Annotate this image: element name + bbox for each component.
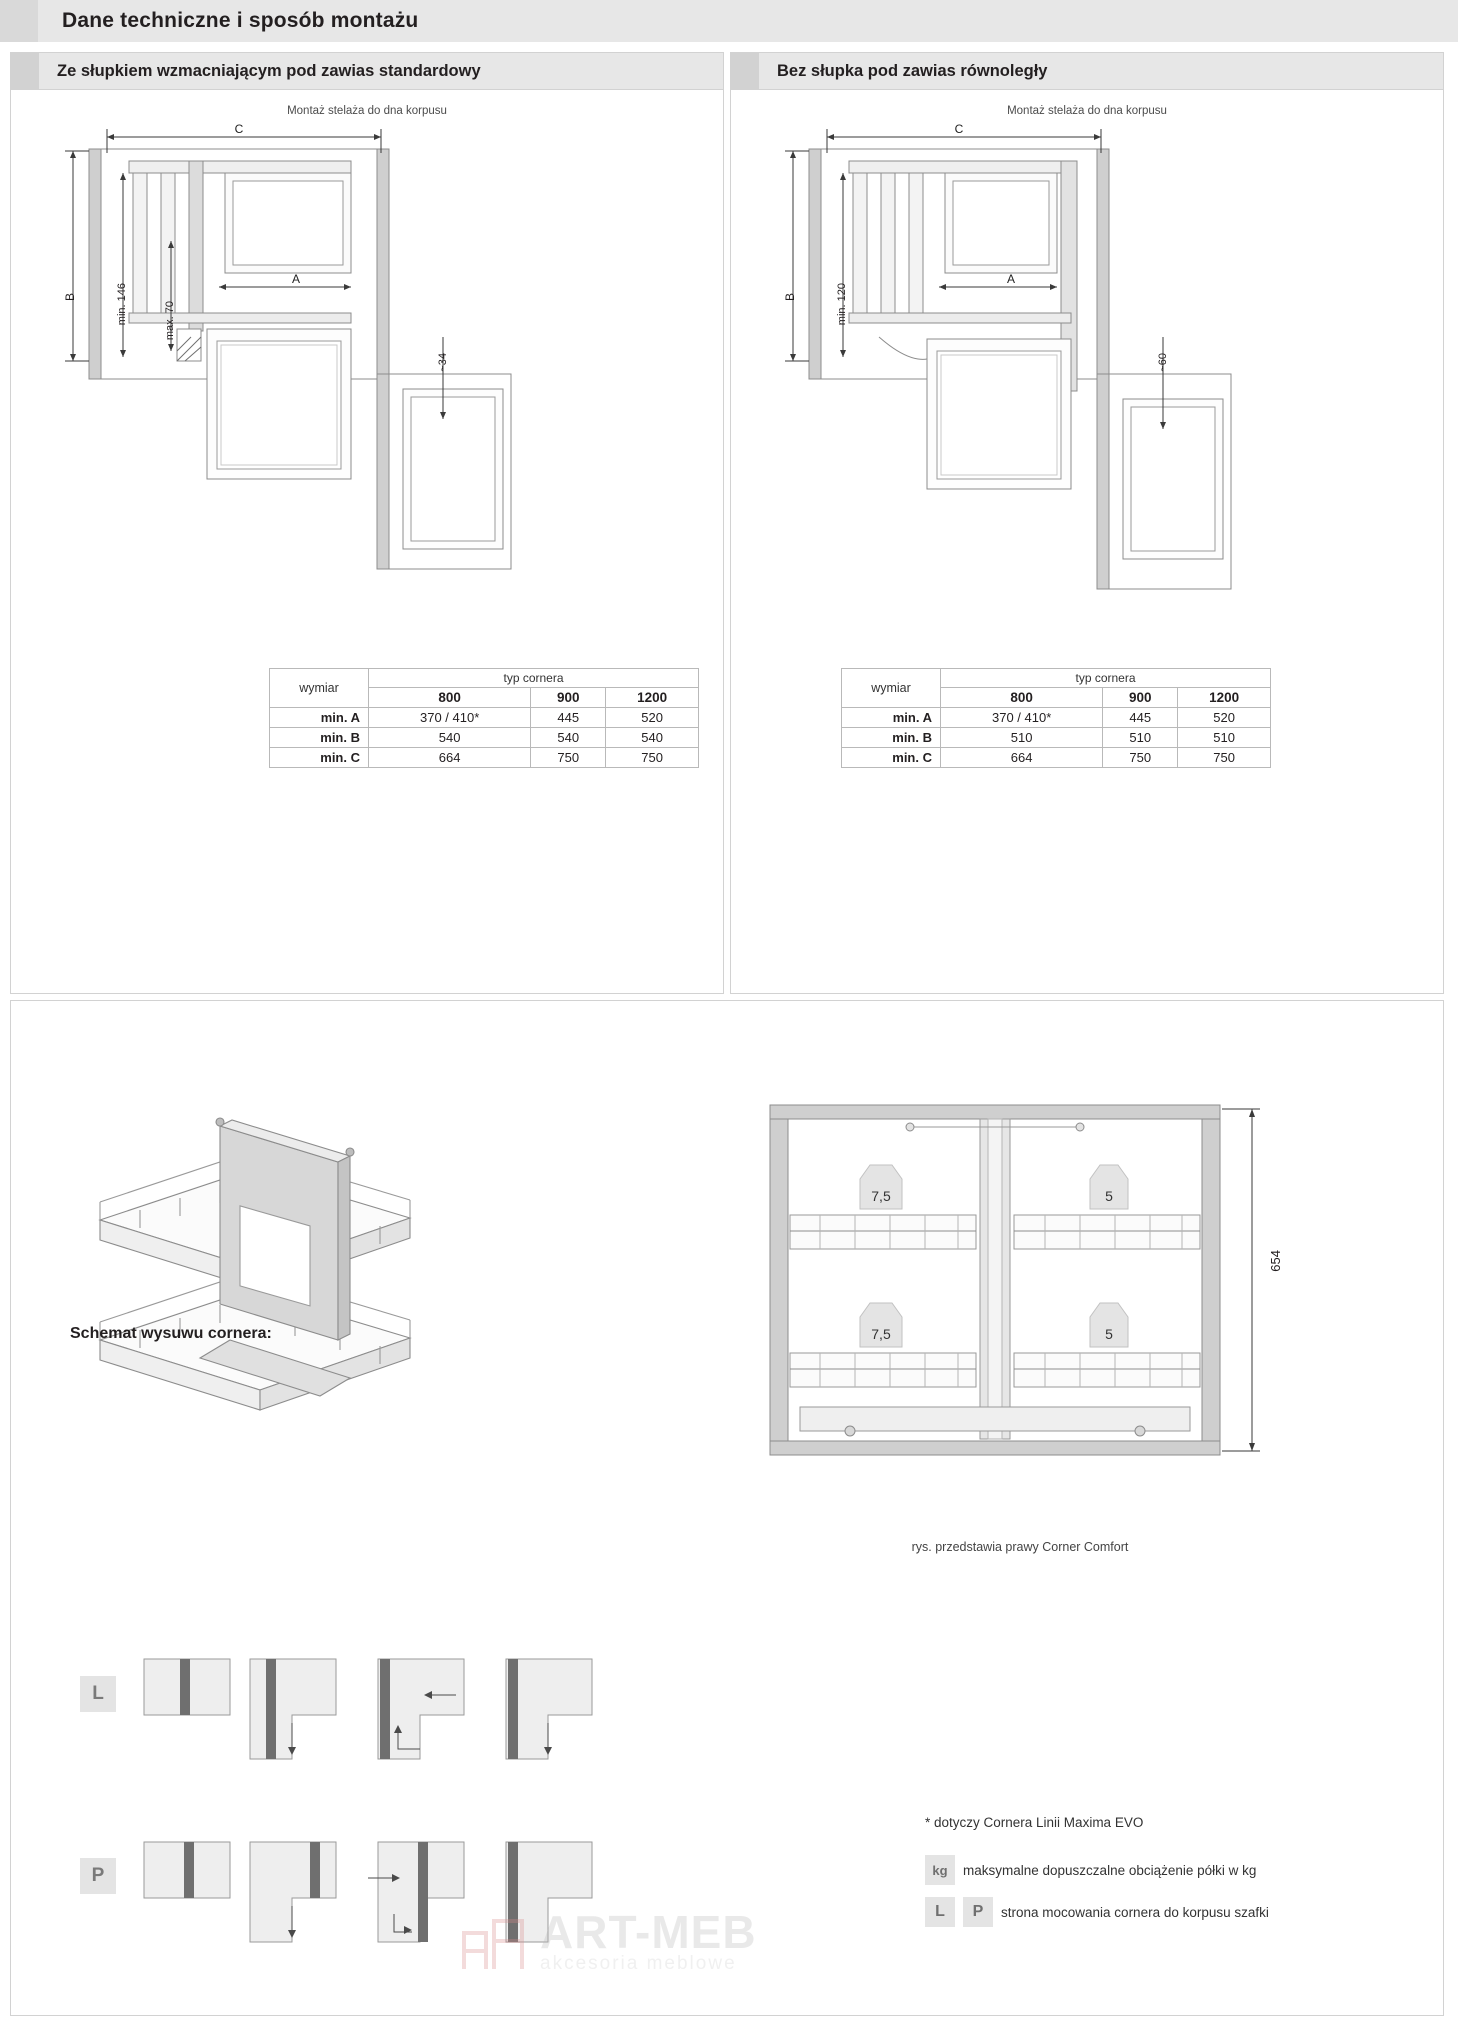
footnote-star: * dotyczy Cornera Linii Maxima EVO (925, 1815, 1144, 1830)
cell: 370 / 410* (369, 708, 531, 728)
kg-icon: kg (925, 1855, 955, 1885)
watermark-sub: akcesoria meblowe (540, 1953, 737, 1974)
row-label-min-a: min. A (270, 708, 369, 728)
cell: 750 (1103, 748, 1178, 768)
dim-min146-label: min. 146 (116, 283, 128, 326)
dim-min120-label: min. 120 (836, 283, 848, 326)
cell: 664 (941, 748, 1103, 768)
svg-text:7,5: 7,5 (871, 1188, 891, 1204)
cell: 520 (606, 708, 699, 728)
table-row (270, 708, 699, 728)
cell: 510 (1178, 728, 1271, 748)
svg-text:7,5: 7,5 (871, 1326, 891, 1342)
dim-depth60-label: ~60 (1157, 353, 1169, 372)
panel-standard-title: Ze słupkiem wzmacniającym pod zawias standardowy (57, 61, 481, 80)
legend (925, 1855, 1395, 1939)
table-parallel-col-0: 800 (941, 688, 1103, 708)
row-label-min-c: min. C (270, 748, 369, 768)
panel-parallel-hinge (730, 52, 1444, 994)
table-row (842, 748, 1271, 768)
row-label-min-b: min. B (842, 728, 941, 748)
schemat-row-right (140, 1838, 700, 1968)
panel-standard-caption: Montaż stelaża do dna korpusu (287, 105, 447, 117)
legend-item-weight (925, 1855, 1395, 1885)
cell: 750 (1178, 748, 1271, 768)
panel-parallel-title: Bez słupka pod zawias równoległy (777, 61, 1048, 80)
legend-side-text: strona mocowania cornera do korpusu szafki (1001, 1904, 1269, 1920)
badge-l: L (80, 1676, 116, 1712)
cell: 750 (531, 748, 606, 768)
dim-a-label: A (291, 272, 301, 286)
dim-a-label-right: A (1006, 272, 1016, 286)
badge-p-icon: P (963, 1897, 993, 1927)
table-standard-wymiar: wymiar (270, 669, 369, 708)
cell: 540 (606, 728, 699, 748)
dim-depth34-label: ~34 (437, 353, 449, 372)
cell: 750 (606, 748, 699, 768)
table-row (842, 728, 1271, 748)
cell: 510 (1103, 728, 1178, 748)
table-standard-col-1: 900 (531, 688, 606, 708)
table-parallel-typ: typ cornera (941, 669, 1271, 688)
table-row (270, 748, 699, 768)
height-dimension-label: 654 (1268, 1250, 1283, 1272)
cell: 664 (369, 748, 531, 768)
cell: 445 (1103, 708, 1178, 728)
cell: 445 (531, 708, 606, 728)
cell: 510 (941, 728, 1103, 748)
table-parallel-col-2: 1200 (1178, 688, 1271, 708)
panel-parallel-tag (731, 53, 759, 89)
cell: 520 (1178, 708, 1271, 728)
svg-text:5: 5 (1105, 1188, 1113, 1204)
dim-c-label-right: C (954, 122, 964, 136)
dim-b-label-left: B (63, 293, 77, 302)
dim-max70-label: max. 70 (164, 301, 176, 341)
panel-parallel-header (731, 53, 1443, 90)
row-label-min-b: min. B (270, 728, 369, 748)
table-parallel-col-1: 900 (1103, 688, 1178, 708)
table-standard-typ: typ cornera (369, 669, 699, 688)
page-header (0, 0, 1458, 42)
row-label-min-a: min. A (842, 708, 941, 728)
table-parallel-dimensions (841, 668, 1271, 768)
panel-standard-tag (11, 53, 39, 89)
legend-item-side (925, 1897, 1395, 1927)
panel-standard-hinge (10, 52, 724, 994)
schemat-row-p-badge-wrap (80, 1858, 116, 1894)
table-row (842, 708, 1271, 728)
front-view-drawing (760, 1095, 1280, 1485)
table-standard-col-0: 800 (369, 688, 531, 708)
panel-parallel-caption: Montaż stelaża do dna korpusu (1007, 105, 1167, 117)
page-title: Dane techniczne i sposób montażu (62, 9, 419, 32)
svg-text:5: 5 (1105, 1326, 1113, 1342)
panel-parallel-drawing (731, 89, 1443, 749)
badge-l-icon: L (925, 1897, 955, 1927)
table-row (270, 728, 699, 748)
table-standard-dimensions (269, 668, 699, 768)
table-standard-col-2: 1200 (606, 688, 699, 708)
header-accent-bar (0, 0, 38, 42)
schemat-row-left (140, 1655, 700, 1785)
cell: 540 (369, 728, 531, 748)
cell: 370 / 410* (941, 708, 1103, 728)
cell: 540 (531, 728, 606, 748)
badge-p: P (80, 1858, 116, 1894)
front-view-caption: rys. przedstawia prawy Corner Comfort (911, 1540, 1129, 1554)
row-label-min-c: min. C (842, 748, 941, 768)
schemat-title: Schemat wysuwu cornera: (70, 1325, 272, 1342)
dim-b-label-right: B (783, 293, 797, 302)
legend-weight-text: maksymalne dopuszczalne obciążenie półki w kg (963, 1862, 1257, 1878)
panel-standard-drawing (11, 89, 723, 749)
dim-c-label: C (234, 122, 244, 136)
isometric-corner-drawing (80, 1090, 550, 1430)
schemat-row-l-badge-wrap (80, 1676, 116, 1712)
panel-standard-header (11, 53, 723, 90)
watermark-name: ART-MEB (540, 1906, 757, 1958)
table-parallel-wymiar: wymiar (842, 669, 941, 708)
